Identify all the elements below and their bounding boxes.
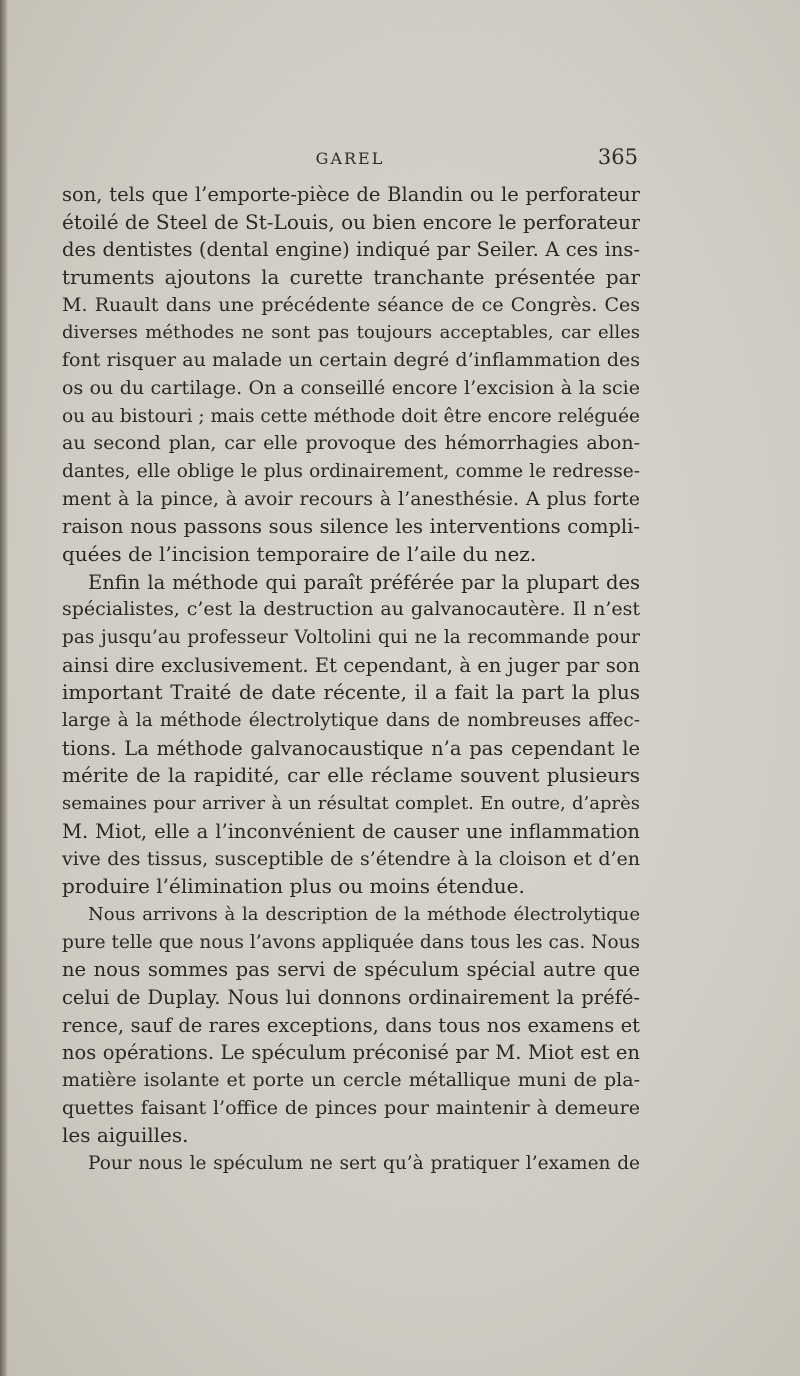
- text-line: Pour nous le spéculum ne sert qu’à pratiquer l’examen de: [88, 1153, 640, 1175]
- text-line: ne nous sommes pas servi de spéculum spécial autre que: [62, 958, 640, 982]
- text-line: M. Miot, elle a l’inconvénient de causer une inflammation: [62, 819, 640, 843]
- text-line: au second plan, car elle provoque des hémorrhagies abon-: [62, 432, 640, 455]
- text-line: ment à la pince, à avoir recours à l’anesthésie. A plus forte: [62, 487, 640, 510]
- text-line: pure telle que nous l’avons appliquée dans tous les cas. Nous: [62, 931, 640, 953]
- page-binding-edge: [0, 0, 8, 1376]
- text-line: diverses méthodes ne sont pas toujours acceptables, car elles: [62, 322, 640, 344]
- text-line: des dentistes (dental engine) indiqué par Seiler. A ces ins-: [62, 238, 640, 262]
- text-line: produire l’élimination plus ou moins étendue.: [62, 874, 525, 899]
- text-line: celui de Duplay. Nous lui donnons ordinairement la préfé-: [62, 985, 640, 1009]
- text-line: spécialistes, c’est la destruction au galvanocautère. Il n’est: [62, 598, 640, 621]
- text-line: ou au bistouri ; mais cette méthode doit être encore reléguée: [62, 405, 640, 427]
- text-line: semaines pour arriver à un résultat complet. En outre, d’après: [62, 793, 640, 815]
- text-line: son, tels que l’emporte-pièce de Blandin ou le perforateur: [62, 183, 640, 206]
- text-line: les aiguilles.: [62, 1123, 189, 1148]
- text-line: Nous arrivons à la description de la méthode électrolytique: [88, 903, 640, 925]
- text-line: quettes faisant l’office de pinces pour maintenir à demeure: [62, 1096, 640, 1119]
- text-line: étoilé de Steel de St-Louis, ou bien encore le perforateur: [62, 209, 640, 234]
- text-line: mérite de la rapidité, car elle réclame souvent plusieurs: [62, 763, 640, 788]
- text-line: rence, sauf de rares exceptions, dans tous nos examens et: [62, 1013, 640, 1037]
- text-line: matière isolante et porte un cercle métallique muni de pla-: [62, 1069, 640, 1091]
- text-line: pas jusqu’au professeur Voltolini qui ne la recommande pour: [62, 627, 640, 648]
- running-title: GAREL: [315, 149, 385, 168]
- text-line: font risquer au malade un certain degré d’inflammation des: [62, 349, 640, 372]
- running-header: [62, 143, 638, 177]
- page-number: 365: [597, 145, 638, 169]
- text-line: tions. La méthode galvanocaustique n’a pas cependant le: [62, 736, 640, 760]
- text-line: os ou du cartilage. On a conseillé encore l’excision à la scie: [62, 376, 640, 399]
- text-line: important Traité de date récente, il a fait la part la plus: [62, 680, 640, 705]
- text-line: large à la méthode électrolytique dans de nombreuses affec-: [62, 710, 640, 732]
- text-line: truments ajoutons la curette tranchante présentée par: [62, 265, 640, 290]
- text-line: Enfin la méthode qui paraît préférée par la plupart des: [88, 570, 640, 594]
- text-line: quées de l’incision temporaire de l’aile du nez.: [62, 541, 537, 566]
- text-line: M. Ruault dans une précédente séance de ce Congrès. Ces: [62, 293, 640, 316]
- text-line: vive des tissus, susceptible de s’étendre à la cloison et d’en: [62, 847, 640, 870]
- body-text: [62, 181, 640, 1178]
- text-line: ainsi dire exclusivement. Et cependant, à en juger par son: [62, 653, 640, 677]
- text-line: nos opérations. Le spéculum préconisé par M. Miot est en: [62, 1041, 640, 1065]
- text-line: dantes, elle oblige le plus ordinairement, comme le redresse-: [62, 460, 640, 482]
- text-line: raison nous passons sous silence les interventions compli-: [62, 515, 640, 539]
